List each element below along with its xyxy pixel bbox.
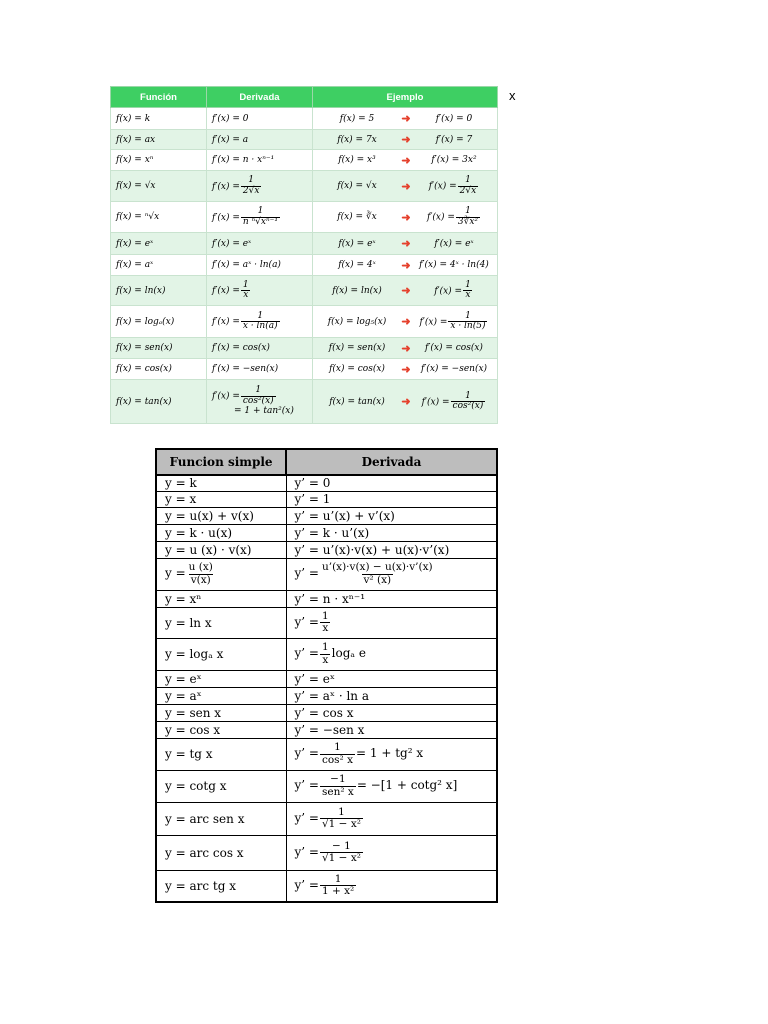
table1-row: [111, 359, 498, 380]
table1-function-cell: [111, 380, 207, 424]
table1-function-cell: [111, 255, 207, 276]
table2-row: [156, 607, 497, 638]
table2-row: [156, 491, 497, 507]
example: [318, 392, 492, 412]
derivative-denominator: 2√x: [242, 185, 260, 196]
example-derivative: f′(x) = eˣ: [434, 238, 474, 249]
derivative-numerator: 1: [242, 279, 249, 290]
table1-example-cell: [313, 255, 498, 276]
derivative-denominator: x · ln(a): [242, 321, 278, 331]
example-derivative: f′(x) = 7: [435, 134, 473, 145]
arrow-icon: ➜: [401, 133, 411, 146]
derivative-numerator: 1: [257, 310, 264, 321]
table2-derivative-cell: [286, 541, 497, 558]
table2-derivative-cell: [286, 721, 497, 738]
table1-row: [111, 171, 498, 202]
table1-derivative-cell: [207, 150, 313, 171]
example-prefix: f′(x) =: [426, 212, 455, 223]
table2-function-cell: [156, 738, 286, 770]
derivative-line2: = 1 + tan²(x): [234, 406, 294, 417]
example: [318, 363, 492, 376]
derivative-fraction: [320, 874, 356, 897]
table1-derivative-cell: [207, 171, 313, 202]
function-formula: f(x) = logₐ(x): [116, 316, 175, 327]
function-formula: f(x) = k: [116, 113, 151, 124]
derivative-numerator: 1: [338, 805, 345, 818]
table2-derivative-cell: [286, 687, 497, 704]
derivative-formula: f′(x) = eˣ: [212, 238, 252, 249]
close-icon[interactable]: x: [509, 88, 516, 103]
table2-row: [156, 738, 497, 770]
example: [318, 207, 492, 227]
table2-function-cell: [156, 870, 286, 902]
derivative-prefix: y’ =: [294, 845, 319, 859]
derivative-stack: [212, 386, 294, 416]
example-function: f(x) = 7x: [337, 134, 377, 145]
table2-function-cell: [156, 770, 286, 802]
example-numerator: 1: [465, 310, 471, 321]
table1-function-cell: [111, 150, 207, 171]
table2-function-cell: [156, 704, 286, 721]
derivative-denominator: √1 − x²: [321, 852, 361, 864]
table2-function-cell: [156, 670, 286, 687]
arrow-icon: ➜: [401, 153, 411, 167]
table2-row: [156, 475, 497, 491]
table1-function-cell: [111, 306, 207, 338]
function-fraction: [187, 562, 215, 585]
derivative-numerator: 1: [334, 873, 342, 886]
example-derivative: [416, 312, 492, 332]
derivative-numerator: 1: [334, 741, 341, 754]
derivative-fraction: [320, 562, 435, 585]
table2-derivative-cell: [286, 607, 497, 638]
function-formula: y = k: [165, 476, 197, 491]
arrow-icon: ➜: [401, 341, 411, 355]
table2-function-cell: [156, 590, 286, 607]
table2-derivative-cell: [286, 475, 497, 491]
example-function: f(x) = ln(x): [332, 285, 382, 296]
derivative-denominator: v² (x): [363, 573, 392, 586]
table2-header-row: [156, 449, 497, 475]
table2-row: [156, 704, 497, 721]
table1-derivative-cell: [207, 359, 313, 380]
example-fraction: [456, 207, 480, 227]
table2-derivative-cell: [286, 835, 497, 870]
table1-example-cell: [313, 276, 498, 306]
derivative-denominator: n ⁿ√xⁿ⁻¹: [242, 216, 278, 227]
function-formula: f(x) = xⁿ: [116, 155, 154, 165]
function-formula: y = xⁿ: [165, 591, 202, 606]
example-derivative: f′(x) = 0: [435, 113, 473, 124]
table2-row: [156, 638, 497, 670]
table1-row: [111, 233, 498, 255]
derivative-prefix: y’ =: [294, 566, 319, 581]
table1-header-ejemplo: Ejemplo: [313, 87, 498, 108]
table1-example-cell: [313, 359, 498, 380]
derivative-numerator: 1: [255, 385, 262, 396]
example-prefix: f′(x) =: [428, 181, 457, 192]
example-denominator: x · ln(5): [450, 321, 486, 331]
arrow-icon: ➜: [401, 237, 411, 250]
derivative-fraction: [320, 807, 363, 830]
example-derivative: f′(x) = 4ˣ · ln(4): [419, 260, 489, 270]
arrow-icon: ➜: [401, 315, 411, 328]
table1-row: [111, 276, 498, 306]
derivative-numerator: 1: [257, 206, 264, 217]
derivative-fraction: [241, 176, 262, 196]
derivatives-table-1: [110, 86, 498, 424]
table2-derivative-cell: [286, 770, 497, 802]
example-denominator: x: [465, 290, 471, 300]
derivative-fraction: [320, 742, 355, 765]
table2-function-cell: [156, 475, 286, 491]
derivative-prefix: f′(x) =: [212, 286, 240, 296]
derivative-numerator: 1: [321, 641, 329, 654]
example-fraction: [448, 312, 487, 332]
table1-function-cell: [111, 359, 207, 380]
example-numerator: 1: [465, 206, 471, 217]
example-function: f(x) = tan(x): [329, 396, 385, 407]
derivative-denominator: x: [322, 622, 329, 634]
function-formula: y = u (x) · v(x): [165, 542, 252, 557]
example-derivative: [416, 176, 492, 196]
function-formula: y = cos x: [165, 722, 221, 737]
function-formula: f(x) = eˣ: [116, 238, 154, 249]
table1-row: [111, 380, 498, 424]
arrow-icon: ➜: [401, 258, 411, 272]
function-formula: y = aˣ: [165, 688, 202, 703]
table1-example-cell: [313, 233, 498, 255]
derivative-prefix: y’ =: [294, 746, 319, 761]
table1-row: [111, 108, 498, 130]
table2-row: [156, 870, 497, 902]
derivative-formula: y’ = eˣ: [294, 671, 335, 686]
table2-function-cell: [156, 558, 286, 590]
table2-function-cell: [156, 524, 286, 541]
function-denominator: v(x): [190, 573, 211, 586]
table2-header-funcion-simple: Funcion simple: [156, 449, 286, 475]
table2-function-cell: [156, 507, 286, 524]
example-denominator: 2√x: [459, 185, 477, 196]
derivative-prefix: y’ =: [294, 811, 319, 825]
table2-header-derivada: Derivada: [286, 449, 497, 475]
table2-derivative-cell: [286, 870, 497, 902]
table2-row: [156, 687, 497, 704]
derivative-suffix: = 1 + tg² x: [356, 746, 424, 761]
example-prefix: f′(x) =: [434, 286, 463, 296]
function-formula: y = cotg x: [165, 779, 227, 793]
example-numerator: 1: [465, 279, 471, 290]
example-function: f(x) = √x: [337, 181, 377, 191]
example: [318, 154, 492, 167]
example-numerator: 1: [465, 390, 471, 401]
table1-row: [111, 255, 498, 276]
derivative-numerator: 1: [248, 175, 255, 186]
example-derivative: f′(x) = 3x²: [431, 155, 477, 165]
table1-derivative-cell: [207, 276, 313, 306]
derivative-prefix: y’ =: [294, 878, 319, 893]
example-function: f(x) = x³: [338, 155, 376, 165]
derivative-fraction: [241, 281, 251, 301]
table2-function-cell: [156, 687, 286, 704]
derivative-prefix: f′(x) =: [212, 181, 240, 192]
derivative-numerator: −1: [330, 773, 346, 786]
example-function: f(x) = sen(x): [328, 343, 386, 353]
example-function: f(x) = ∛x: [337, 212, 377, 222]
example-prefix: f′(x) =: [421, 397, 450, 407]
table2-derivative-cell: [286, 524, 497, 541]
table1-row: [111, 202, 498, 233]
table2-function-cell: [156, 802, 286, 835]
derivative-prefix: y’ =: [294, 778, 319, 793]
table2-derivative-cell: [286, 507, 497, 524]
table1-example-cell: [313, 150, 498, 171]
table1-function-cell: [111, 233, 207, 255]
function-formula: y = logₐ x: [165, 647, 224, 661]
table1-function-cell: [111, 202, 207, 233]
derivative-denominator: √1 − x²: [321, 818, 361, 830]
example-derivative: [416, 392, 492, 412]
table1-derivative-cell: [207, 130, 313, 150]
derivative-prefix: f′(x) =: [212, 391, 240, 402]
derivative-formula: f′(x) = −sen(x): [212, 364, 279, 374]
function-formula: y = arc cos x: [165, 845, 244, 860]
example-denominator: 3∛x²: [457, 216, 479, 227]
table1-row: [111, 130, 498, 150]
table1-function-cell: [111, 108, 207, 130]
table2-derivative-cell: [286, 491, 497, 507]
derivative-numerator: u’(x)·v(x) − u(x)·v’(x): [321, 561, 433, 574]
derivative-formula: y’ = k · u’(x): [294, 525, 370, 540]
derivative-formula: f′(x) = aˣ · ln(a): [212, 260, 281, 270]
derivative-formula: y’ = 0: [294, 476, 331, 491]
example-function: f(x) = 4ˣ: [338, 260, 376, 270]
arrow-icon: ➜: [401, 284, 411, 297]
table1-row: [111, 150, 498, 171]
table1-example-cell: [313, 202, 498, 233]
table2-derivative-cell: [286, 670, 497, 687]
function-formula: y = eˣ: [165, 671, 202, 686]
derivative-formula: f′(x) = cos(x): [212, 343, 270, 353]
function-prefix: y =: [165, 566, 186, 581]
arrow-icon: ➜: [401, 179, 411, 193]
function-formula: y = k · u(x): [165, 525, 233, 540]
example-function: f(x) = cos(x): [329, 364, 385, 374]
derivative-numerator: − 1: [332, 839, 351, 852]
example: [318, 176, 492, 196]
derivative-prefix: y’ =: [294, 646, 319, 661]
table2-row: [156, 721, 497, 738]
example-numerator: 1: [465, 175, 471, 186]
table1-function-cell: [111, 171, 207, 202]
derivative-fraction: [320, 774, 356, 797]
function-formula: f(x) = ln(x): [116, 285, 166, 296]
table2-function-cell: [156, 607, 286, 638]
table2-row: [156, 541, 497, 558]
example-derivative: f′(x) = −sen(x): [420, 364, 488, 374]
derivative-formula: y’ = −sen x: [294, 722, 365, 737]
derivative-fraction: [320, 841, 363, 864]
function-formula: f(x) = ⁿ√x: [116, 212, 160, 222]
function-formula: f(x) = √x: [116, 181, 156, 191]
derivative-formula: y’ = u’(x)·v(x) + u(x)·v’(x): [294, 542, 450, 557]
derivatives-table-2: [155, 448, 498, 903]
table2-derivative-cell: [286, 802, 497, 835]
derivative-denominator: x: [322, 653, 329, 666]
function-numerator: u (x): [188, 561, 213, 574]
example: [318, 237, 492, 250]
table2-function-cell: [156, 638, 286, 670]
arrow-icon: ➜: [401, 210, 411, 224]
table2-row: [156, 524, 497, 541]
derivative-formula: y’ = 1: [294, 492, 331, 506]
example-fraction: [458, 176, 479, 196]
derivative-formula: f′(x) = 0: [212, 113, 249, 124]
table2-derivative-cell: [286, 704, 497, 721]
derivative-formula: y’ = aˣ · ln a: [294, 688, 369, 703]
table2-derivative-cell: [286, 638, 497, 670]
example: [318, 259, 492, 272]
derivative-prefix: y’ =: [294, 615, 319, 629]
function-formula: y = tg x: [165, 747, 213, 761]
table1-function-cell: [111, 276, 207, 306]
table1-derivative-cell: [207, 233, 313, 255]
table1-header-derivada: Derivada: [207, 87, 313, 108]
example-derivative: [416, 207, 492, 227]
derivative-formula: y’ = cos x: [294, 705, 354, 720]
table1-example-cell: [313, 380, 498, 424]
derivative-fraction: [241, 312, 280, 332]
table1-function-cell: [111, 130, 207, 150]
table1-derivative-cell: [207, 202, 313, 233]
table1-header-row: [111, 87, 498, 108]
derivative-denominator: sen² x: [321, 785, 354, 798]
example: [318, 312, 492, 332]
table1-row: [111, 306, 498, 338]
table2-row: [156, 590, 497, 607]
example-derivative: f′(x) = cos(x): [425, 343, 483, 353]
example-derivative: [416, 281, 492, 301]
example-function: f(x) = log₅(x): [327, 316, 387, 327]
derivative-denominator: 1 + x²: [321, 885, 355, 898]
table2-derivative-cell: [286, 558, 497, 590]
table2-row: [156, 835, 497, 870]
function-formula: y = sen x: [165, 705, 222, 720]
table2-function-cell: [156, 721, 286, 738]
table2-row: [156, 670, 497, 687]
table2-row: [156, 770, 497, 802]
derivative-formula: f′(x) = n · xⁿ⁻¹: [212, 155, 275, 165]
table2-derivative-cell: [286, 590, 497, 607]
table1-example-cell: [313, 130, 498, 150]
example: [318, 112, 492, 125]
example-denominator: cos²(x): [452, 401, 484, 411]
derivative-fraction: [241, 386, 276, 406]
example: [318, 133, 492, 146]
example: [318, 342, 492, 355]
derivative-suffix: = −[1 + cotg² x]: [356, 778, 458, 793]
table1-function-cell: [111, 338, 207, 359]
table2-derivative-cell: [286, 738, 497, 770]
derivative-fraction: [320, 642, 331, 665]
derivative-denominator: cos²(x): [242, 395, 274, 406]
derivative-formula: f′(x) = a: [212, 134, 249, 145]
derivative-formula: y’ = u’(x) + v’(x): [294, 508, 395, 523]
derivative-formula: y’ = n · xⁿ⁻¹: [294, 591, 366, 606]
function-formula: f(x) = sen(x): [116, 343, 173, 353]
derivative-suffix: logₐ e: [331, 646, 366, 661]
example: [318, 281, 492, 301]
derivative-prefix: f′(x) =: [212, 212, 240, 223]
derivative-denominator: cos² x: [321, 753, 354, 766]
arrow-icon: ➜: [401, 362, 411, 376]
table1-derivative-cell: [207, 108, 313, 130]
derivative-fraction: [241, 207, 280, 227]
function-formula: f(x) = aˣ: [116, 260, 154, 270]
table1-row: [111, 338, 498, 359]
function-formula: f(x) = ax: [116, 134, 156, 145]
table1-example-cell: [313, 338, 498, 359]
function-formula: f(x) = tan(x): [116, 396, 172, 407]
arrow-icon: ➜: [401, 112, 411, 125]
table2-function-cell: [156, 835, 286, 870]
table1-example-cell: [313, 171, 498, 202]
function-formula: y = arc sen x: [165, 811, 245, 826]
table2-row: [156, 802, 497, 835]
table1-example-cell: [313, 306, 498, 338]
table1-derivative-cell: [207, 306, 313, 338]
example-prefix: f′(x) =: [419, 317, 448, 327]
derivative-fraction: [320, 611, 331, 634]
table1-example-cell: [313, 108, 498, 130]
function-formula: y = ln x: [165, 615, 212, 630]
table2-row: [156, 558, 497, 590]
function-formula: y = u(x) + v(x): [165, 508, 254, 523]
derivative-denominator: x: [243, 290, 249, 300]
table1-derivative-cell: [207, 380, 313, 424]
function-formula: f(x) = cos(x): [116, 364, 172, 374]
derivative-numerator: 1: [321, 609, 329, 622]
example-function: f(x) = eˣ: [338, 238, 376, 249]
function-formula: y = arc tg x: [165, 878, 236, 893]
example-fraction: [451, 392, 486, 412]
example-fraction: [463, 281, 473, 301]
derivative-prefix: f′(x) =: [212, 317, 240, 327]
table2-function-cell: [156, 541, 286, 558]
example-function: f(x) = 5: [339, 113, 375, 124]
table1-derivative-cell: [207, 338, 313, 359]
arrow-icon: ➜: [401, 395, 411, 408]
table2-row: [156, 507, 497, 524]
function-formula: y = x: [165, 492, 197, 506]
table1-header-funcion: Función: [111, 87, 207, 108]
table1-derivative-cell: [207, 255, 313, 276]
table2-function-cell: [156, 491, 286, 507]
